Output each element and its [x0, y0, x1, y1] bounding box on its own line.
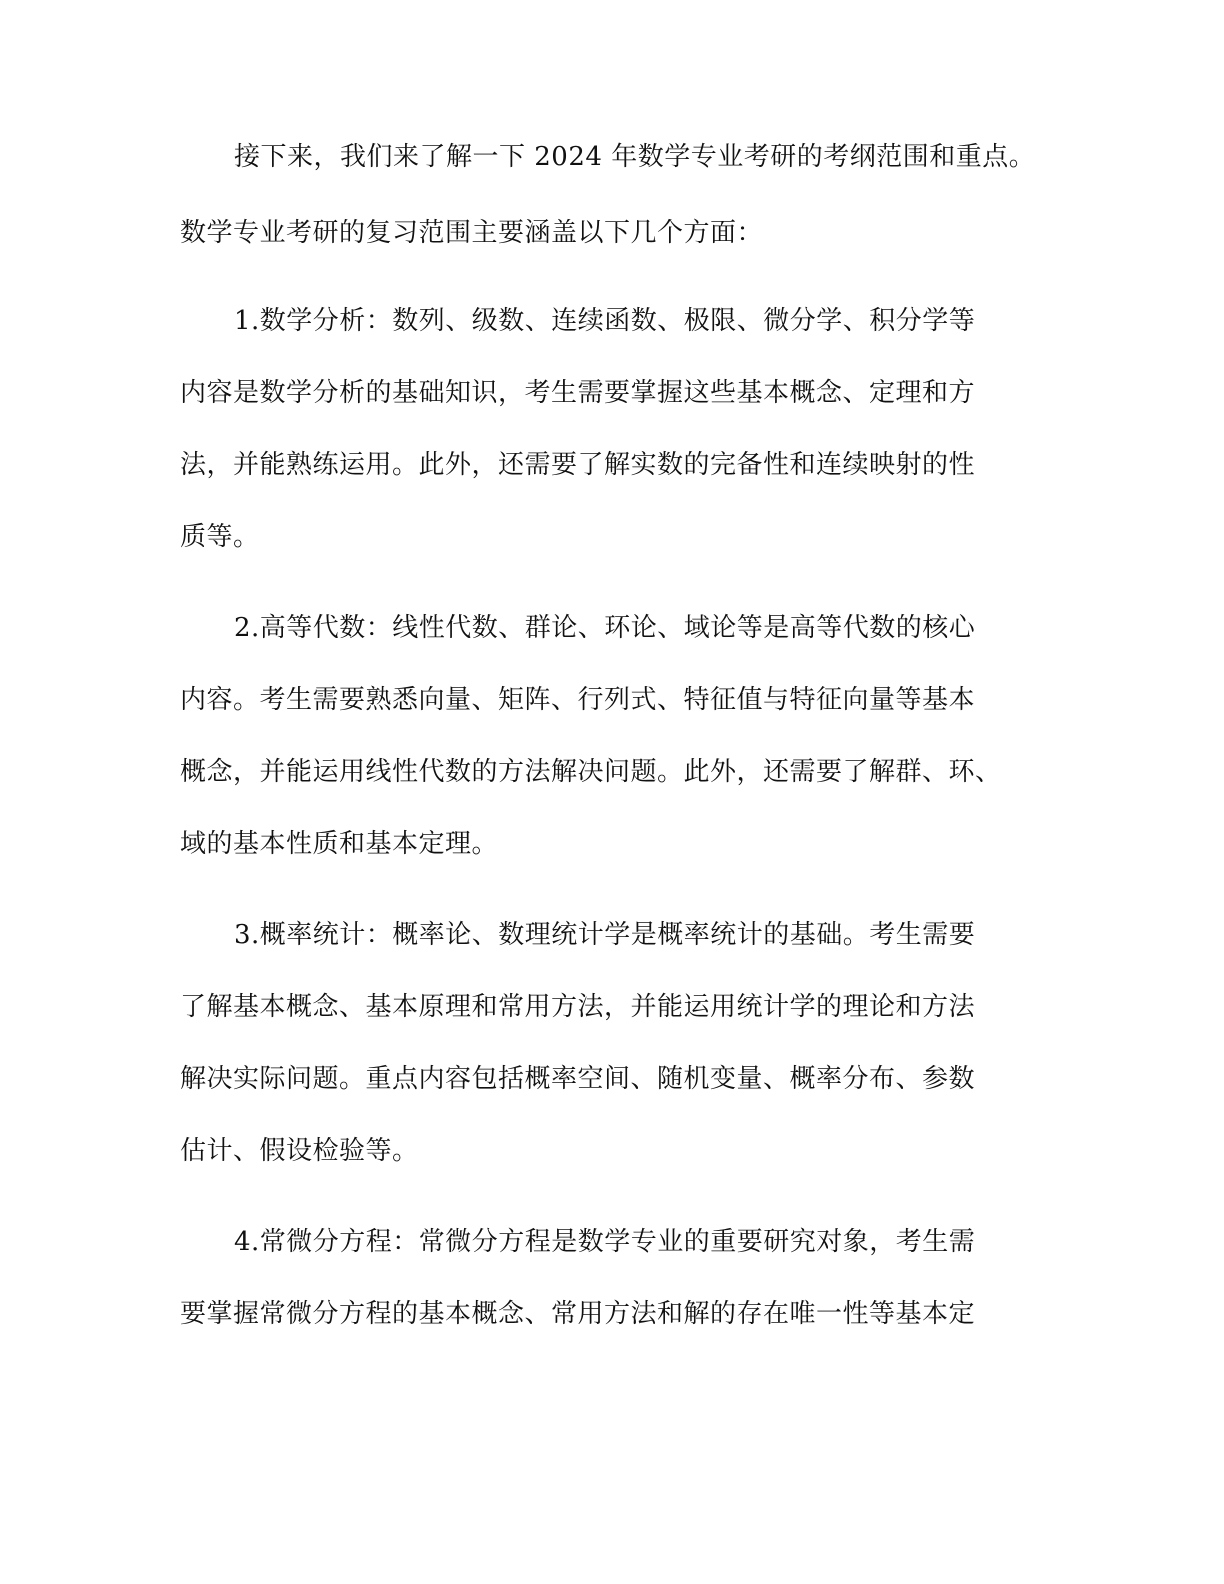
paragraph-line: 3.概率统计：概率论、数理统计学是概率统计的基础。考生需要	[234, 920, 976, 950]
paragraph-line: 内容是数学分析的基础知识，考生需要掌握这些基本概念、定理和方	[180, 378, 976, 408]
paragraph-line: 估计、假设检验等。	[180, 1136, 419, 1166]
paragraph-line: 1.数学分析：数列、级数、连续函数、极限、微分学、积分学等	[234, 306, 976, 336]
paragraph-line: 数学专业考研的复习范围主要涵盖以下几个方面：	[180, 218, 764, 248]
paragraph-line: 内容。考生需要熟悉向量、矩阵、行列式、特征值与特征向量等基本	[180, 685, 976, 715]
paragraph-line: 要掌握常微分方程的基本概念、常用方法和解的存在唯一性等基本定	[180, 1299, 976, 1329]
paragraph-line: 接下来，我们来了解一下 2024 年数学专业考研的考纲范围和重点。	[234, 142, 1036, 172]
paragraph-line: 质等。	[180, 522, 260, 552]
paragraph-line: 概念，并能运用线性代数的方法解决问题。此外，还需要了解群、环、	[180, 757, 1002, 787]
paragraph-line: 法，并能熟练运用。此外，还需要了解实数的完备性和连续映射的性	[180, 450, 976, 480]
paragraph-line: 了解基本概念、基本原理和常用方法，并能运用统计学的理论和方法	[180, 992, 976, 1022]
paragraph-line: 解决实际问题。重点内容包括概率空间、随机变量、概率分布、参数	[180, 1064, 976, 1094]
paragraph-line: 4.常微分方程：常微分方程是数学专业的重要研究对象，考生需	[234, 1227, 976, 1257]
paragraph-line: 2.高等代数：线性代数、群论、环论、域论等是高等代数的核心	[234, 613, 976, 643]
paragraph-line: 域的基本性质和基本定理。	[180, 829, 499, 859]
